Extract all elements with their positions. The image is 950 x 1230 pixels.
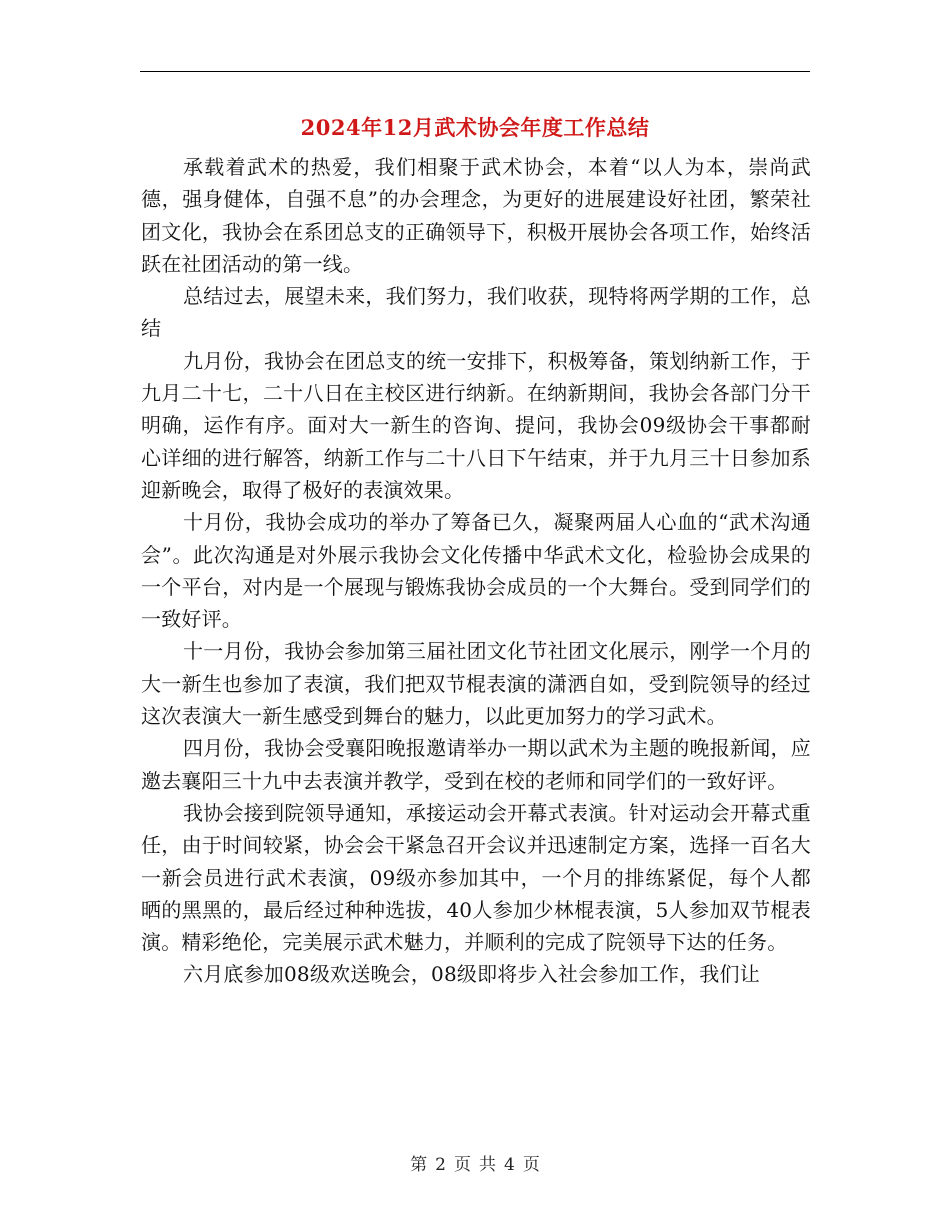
paragraph-intro: 承载着武术的热爱，我们相聚于武术协会，本着“以人为本，崇尚武德，强身健体，自强不息”的办会理念，为更好的进展建设好社团，繁荣社团文化，我协会在系团总支的正确领导下，积极开展协会各项工作，始终活跃在社团活动的第一线。: [141, 155, 811, 276]
paragraph-summary: 总结过去，展望未来，我们努力，我们收获，现特将两学期的工作，总结: [141, 284, 811, 341]
footer-total-word: 共: [479, 1155, 496, 1175]
footer-page-word: 页: [454, 1155, 471, 1175]
document-title: 2024年12月武术协会年度工作总结: [300, 115, 650, 140]
paragraph-november: 十一月份，我协会参加第三届社团文化节社团文化展示，刚学一个月的大一新生也参加了表演，我们把双节棍表演的潇洒自如，受到院领导的经过这次表演大一新生感受到舞台的魅力，以此更加努力的学习武术。: [141, 639, 811, 729]
paragraph-sports-meeting: 我协会接到院领导通知，承接运动会开幕式表演。针对运动会开幕式重任，由于时间较紧，协会会干紧急召开会议并迅速制定方案，选择一百名大一新会员进行武术表演，09级亦参加其中，一个月的排练紧促，每个人都晒的黑黑的，最后经过种种选拔，40人参加少林棍表演，5人参加双节棍表演。精彩绝伦，完美展示武术魅力，并顺利的完成了院领导下达的任务。: [141, 800, 811, 955]
footer-current-page: 2: [435, 1155, 446, 1175]
footer-prefix: 第: [410, 1155, 428, 1175]
document-body: [141, 151, 811, 991]
page-footer: [140, 1152, 810, 1178]
paragraph-june: 六月底参加08级欢送晚会，08级即将步入社会参加工作，我们让: [183, 962, 760, 987]
footer-total-pages: 4: [504, 1155, 515, 1175]
footer-suffix: 页: [522, 1155, 540, 1175]
paragraph-april: 四月份，我协会受襄阳晚报邀请举办一期以武术为主题的晚报新闻，应邀去襄阳三十九中去表演并教学，受到在校的老师和同学们的一致好评。: [141, 736, 811, 793]
paragraph-october: 十月份，我协会成功的举办了筹备已久，凝聚两届人心血的“武术沟通会”。此次沟通是对外展示我协会文化传播中华武术文化，检验协会成果的一个平台，对内是一个展现与锻炼我协会成员的一个大舞台。受到同学们的一致好评。: [141, 510, 811, 632]
paragraph-september: 九月份，我协会在团总支的统一安排下，积极筹备，策划纳新工作，于九月二十七，二十八日在主校区进行纳新。在纳新期间，我协会各部门分干明确，运作有序。面对大一新生的咨询、提问，我协会09级协会干事都耐心详细的进行解答，纳新工作与二十八日下午结束，并于九月三十日参加系迎新晚会，取得了极好的表演效果。: [141, 348, 811, 502]
header-rule: [140, 71, 810, 72]
